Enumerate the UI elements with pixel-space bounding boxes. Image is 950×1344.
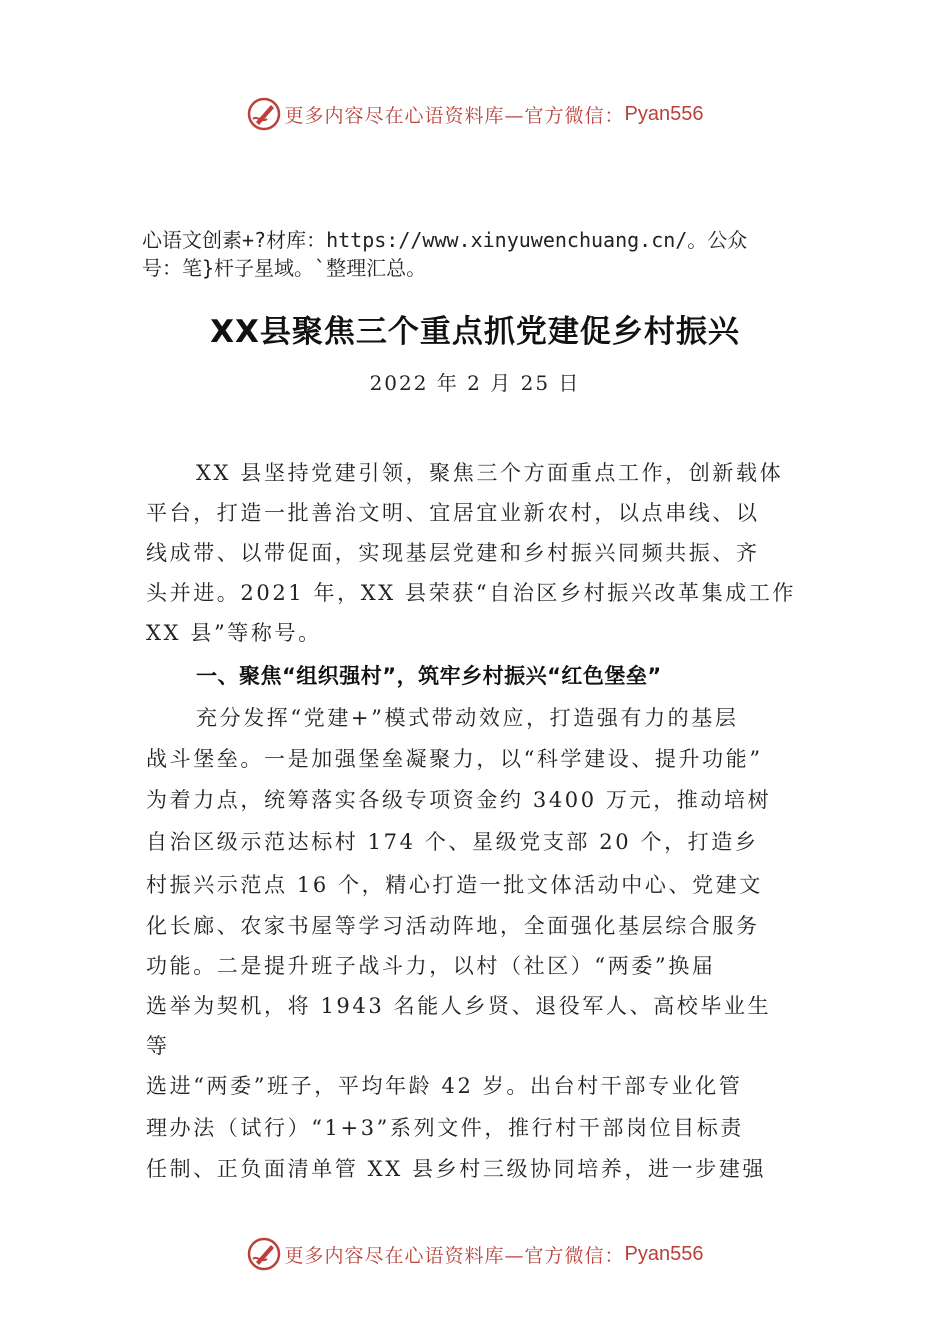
paragraph-line: 化长廊、农家书屋等学习活动阵地，全面强化基层综合服务 bbox=[146, 914, 760, 938]
banner-text: 更多内容尽在心语资料库—官方微信： bbox=[284, 1244, 625, 1267]
source-note bbox=[142, 226, 832, 282]
paragraph-line: 自治区级示范达标村 174 个、星级党支部 20 个，打造乡 bbox=[146, 830, 759, 854]
wechat-id: Pyan556 bbox=[624, 1242, 704, 1265]
section-heading: 一、聚焦“组织强村”，筑牢乡村振兴“红色堡垒” bbox=[196, 664, 662, 688]
banner-text: 更多内容尽在心语资料库—官方微信： bbox=[284, 104, 625, 127]
source-note-line: 心语文创素+?材库：https://www.xinyuwenchuang.cn/。公众 bbox=[142, 228, 748, 252]
paragraph-line: 为着力点，统筹落实各级专项资金约 3400 万元，推动培树 bbox=[146, 788, 772, 812]
footer-banner bbox=[0, 1234, 950, 1274]
paragraph-line: XX 县坚持党建引领，聚焦三个方面重点工作，创新载体 bbox=[196, 461, 784, 485]
paragraph-line: 充分发挥“党建+”模式带动效应，打造强有力的基层 bbox=[196, 706, 739, 730]
document-title: XX县聚焦三个重点抓党建促乡村振兴 bbox=[210, 314, 740, 350]
source-note-line: 号：笔}杆子星域。`整理汇总。 bbox=[142, 256, 427, 280]
pen-seal-icon bbox=[247, 97, 281, 131]
pen-seal-icon bbox=[247, 1237, 281, 1271]
paragraph-line: 选举为契机，将 1943 名能人乡贤、退役军人、高校毕业生 bbox=[146, 994, 772, 1018]
paragraph-line: 平台，打造一批善治文明、宜居宜业新农村，以点串线、以 bbox=[146, 501, 760, 525]
paragraph-line: 理办法（试行）“1+3”系列文件，推行村干部岗位目标责 bbox=[146, 1116, 744, 1140]
header-banner bbox=[0, 94, 950, 134]
paragraph-line: 头并进。2021 年，XX 县荣获“自治区乡村振兴改革集成工作 bbox=[146, 581, 797, 605]
paragraph-line: 任制、正负面清单管 XX 县乡村三级协同培养，进一步建强 bbox=[146, 1157, 767, 1181]
paragraph-line: 选进“两委”班子，平均年龄 42 岁。出台村干部专业化管 bbox=[146, 1074, 743, 1098]
paragraph-line: 等 bbox=[146, 1034, 170, 1058]
document-date: 2022 年 2 月 25 日 bbox=[369, 371, 581, 395]
paragraph-line: 功能。二是提升班子战斗力，以村（社区）“两委”换届 bbox=[146, 954, 716, 978]
paragraph-line: XX 县”等称号。 bbox=[146, 621, 322, 645]
paragraph-line: 战斗堡垒。一是加强堡垒凝聚力，以“科学建设、提升功能” bbox=[146, 747, 763, 771]
paragraph-line: 村振兴示范点 16 个，精心打造一批文体活动中心、党建文 bbox=[146, 873, 763, 897]
wechat-id: Pyan556 bbox=[624, 102, 704, 125]
paragraph-line: 线成带、以带促面，实现基层党建和乡村振兴同频共振、齐 bbox=[146, 541, 760, 565]
